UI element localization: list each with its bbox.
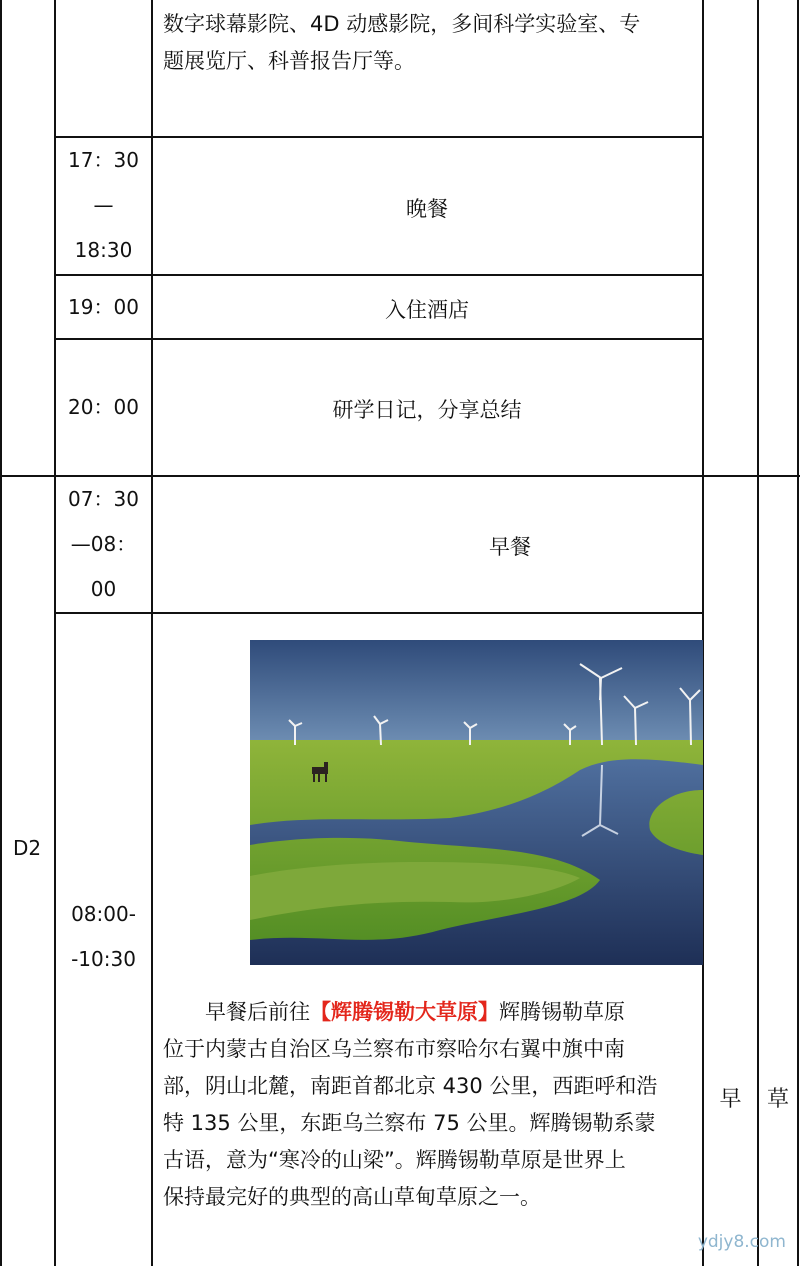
text-line: 部，阴山北麓，南距首都北京 430 公里，西距呼和浩 [163, 1074, 658, 1098]
time-cell-checkin: 19：00 [68, 295, 139, 319]
day-label: D2 [12, 836, 42, 860]
text-line: 古语，意为“寒冷的山梁”。辉腾锡勒草原是世界上 [163, 1148, 626, 1172]
time-line: —08： [70, 532, 137, 556]
time-line: 08:00- [71, 902, 136, 926]
row-divider [54, 274, 704, 276]
row-top-text [163, 6, 693, 80]
activity-dinner: 晚餐 [406, 197, 448, 221]
time-cell-diary: 20：00 [68, 395, 139, 419]
activity-diary: 研学日记，分享总结 [332, 398, 522, 422]
intro-suffix: 辉腾锡勒草原 [499, 1000, 625, 1024]
time-line: -10:30 [71, 947, 136, 971]
grassland-photo [250, 640, 703, 965]
highlight-place-name: 【辉腾锡勒大草原】 [310, 1000, 499, 1024]
table-divider-lodging [757, 0, 759, 1266]
text-line: 题展览厅、科普报告厅等。 [163, 49, 415, 73]
table-divider-meal [702, 0, 704, 1266]
meal-cell: 早 [719, 1087, 742, 1112]
time-line: — [93, 193, 114, 217]
grassland-photo-graphic [250, 640, 703, 965]
time-line: 17：30 [68, 148, 139, 172]
text-line: 位于内蒙古自治区乌兰察布市察哈尔右翼中旗中南 [163, 1037, 625, 1061]
text-line: 保持最完好的典型的高山草甸草原之一。 [163, 1185, 541, 1209]
lodging-cell: 草 [766, 1087, 789, 1112]
time-cell-grassland [55, 892, 152, 982]
table-border-right [797, 0, 799, 1266]
time-line: 00 [90, 577, 117, 601]
activity-checkin: 入住酒店 [385, 298, 469, 322]
table-border-left [0, 0, 2, 1266]
text-line: 数字球幕影院、4D 动感影院，多间科学实验室、专 [163, 12, 641, 36]
grassland-description [163, 994, 693, 1216]
row-divider [54, 338, 704, 340]
time-cell-dinner [55, 138, 152, 273]
time-line: 07：30 [68, 487, 139, 511]
intro-prefix: 早餐后前往 [205, 1000, 310, 1024]
text-line [163, 994, 693, 1031]
row-divider [54, 612, 704, 614]
activity-breakfast: 早餐 [489, 535, 531, 559]
time-line: 18:30 [74, 238, 133, 262]
time-cell-breakfast [55, 477, 152, 612]
watermark: ydjy8.com [697, 1232, 786, 1252]
text-line: 特 135 公里，东距乌兰察布 75 公里。辉腾锡勒系蒙 [163, 1111, 656, 1135]
